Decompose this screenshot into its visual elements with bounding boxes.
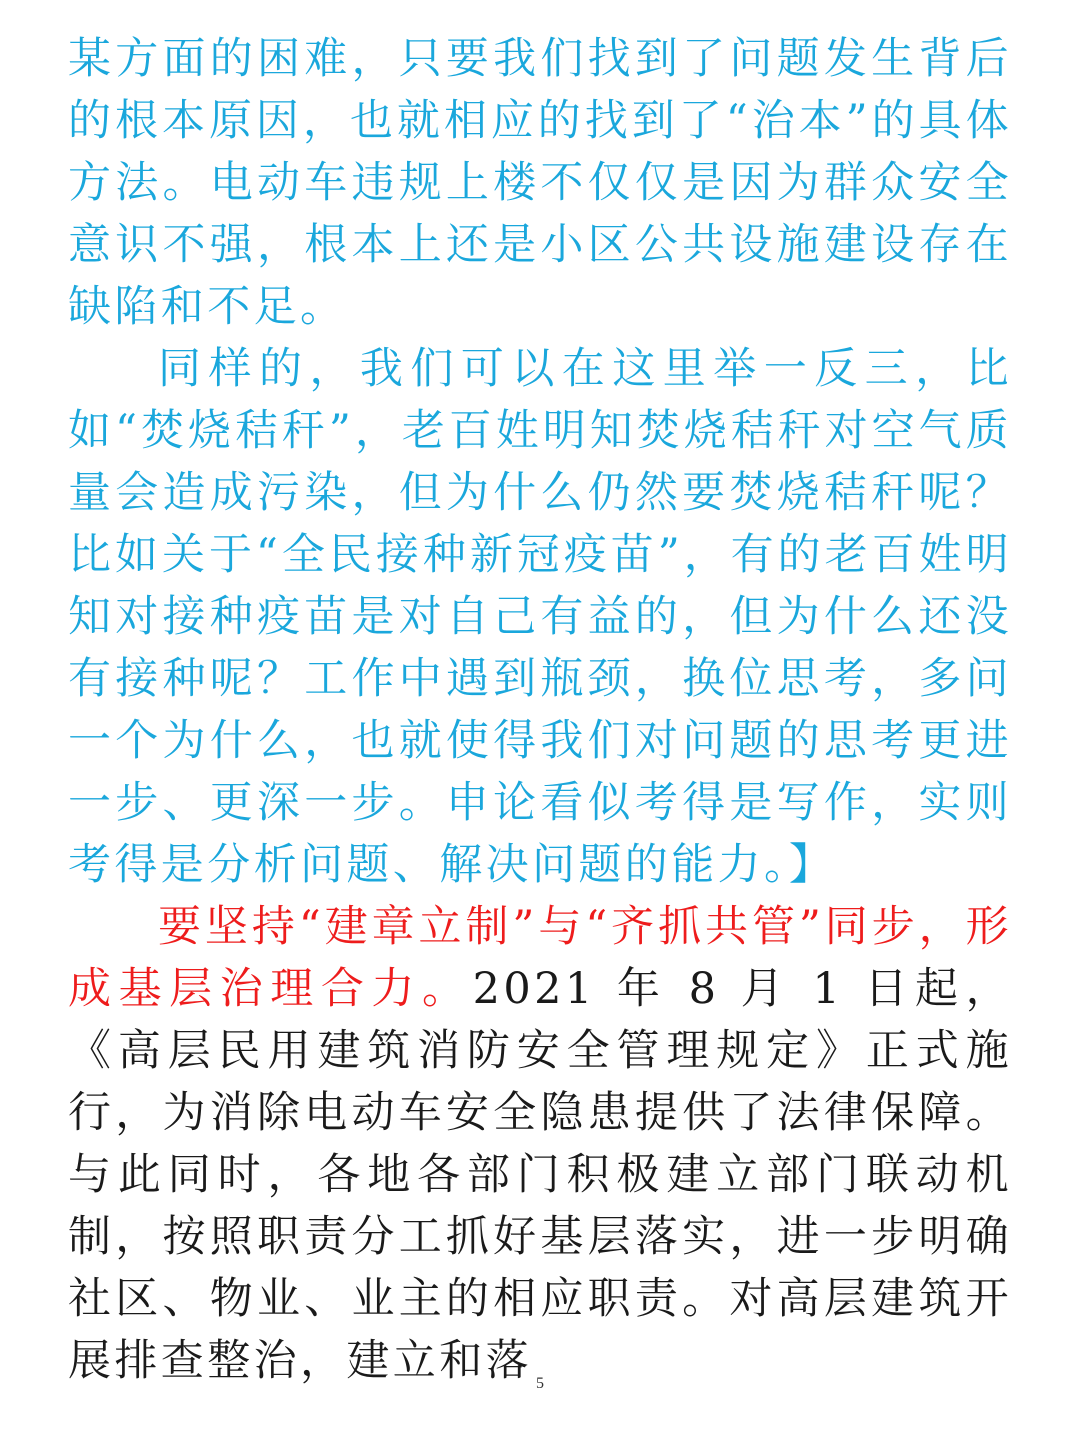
paragraph-body: 2021 年 8 月 1 日起，《高层民用建筑消防安全管理规定》正式施行，为消除电动车安全隐患提供了法律保障。与此同时，各地各部门积极建立部门联动机制，按照职责分工抓好基层落实，进一步明确社区、物业、业主的相应职责。对高层建筑开展排查整治，建立和落 — [68, 964, 1013, 1386]
paragraph-cause-analysis: 某方面的困难，只要我们找到了问题发生背后的根本原因，也就相应的找到了“治本”的具体方法。电动车违规上楼不仅仅是因为群众安全意识不强，根本上还是小区公共设施建设存在缺陷和不足。 — [68, 34, 1012, 332]
paragraph-governance — [68, 896, 1012, 1392]
paragraph-heading: 要坚持“建章立制”与“齐抓共管”同步，形成基层治理合力。 — [68, 902, 1012, 1014]
paragraph-examples: 同样的，我们可以在这里举一反三，比如“焚烧秸秆”，老百姓明知焚烧秸秆对空气质量会造成污染，但为什么仍然要焚烧秸秆呢？比如关于“全民接种新冠疫苗”，有的老百姓明知对接种疫苗是对自己有益的，但为什么还没有接种呢？工作中遇到瓶颈，换位思考，多问一个为什么，也就使得我们对问题的思考更进一步、更深一步。申论看似考得是写作，实则考得是分析问题、解决问题的能力。】 — [68, 344, 1012, 890]
body-text — [68, 28, 1012, 1392]
page-number: 5 — [536, 1375, 544, 1392]
